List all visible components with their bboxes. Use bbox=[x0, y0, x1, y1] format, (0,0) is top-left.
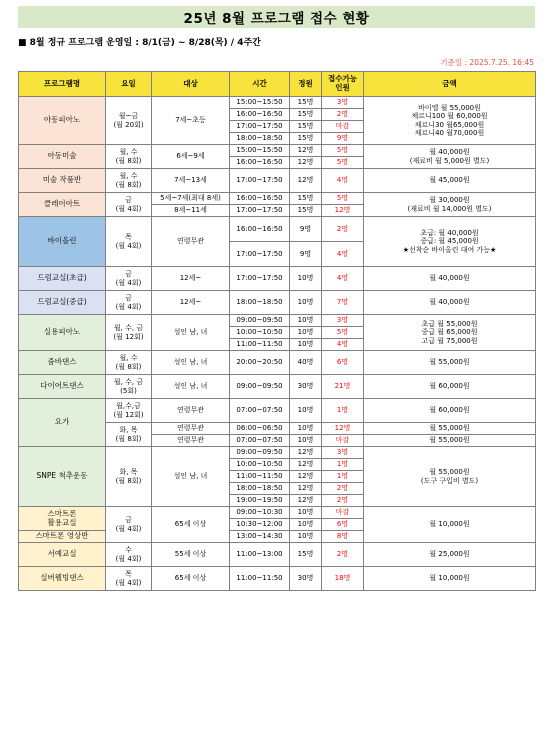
table-row bbox=[19, 351, 536, 375]
program-fee: 월 30,000원 (재료비 월 14,000원 별도) bbox=[364, 193, 536, 217]
session-available: 2명 bbox=[322, 109, 364, 121]
table-row bbox=[19, 399, 536, 423]
program-day: 금 (월 4회) bbox=[106, 291, 152, 315]
program-target: 연령무관 bbox=[152, 435, 230, 447]
session-capacity: 10명 bbox=[290, 291, 322, 315]
program-name: 서예교실 bbox=[19, 543, 106, 567]
session-available: 2명 bbox=[322, 495, 364, 507]
program-fee: 월 45,000원 bbox=[364, 169, 536, 193]
program-fee: 월 55,000원 (도구 구입비 별도) bbox=[364, 447, 536, 507]
header-day: 요일 bbox=[106, 72, 152, 97]
session-capacity: 10명 bbox=[290, 399, 322, 423]
program-target: 성인 남, 녀 bbox=[152, 315, 230, 351]
session-available: 3명 bbox=[322, 447, 364, 459]
session-capacity: 10명 bbox=[290, 531, 322, 543]
table-row bbox=[19, 507, 536, 519]
table-row bbox=[19, 291, 536, 315]
session-available: 5명 bbox=[322, 193, 364, 205]
session-capacity: 10명 bbox=[290, 519, 322, 531]
session-time: 09:00~09:50 bbox=[230, 375, 290, 399]
session-available: 18명 bbox=[322, 567, 364, 591]
program-target: 성인 남, 녀 bbox=[152, 447, 230, 507]
session-available: 4명 bbox=[322, 169, 364, 193]
session-available: 5명 bbox=[322, 327, 364, 339]
program-target: 65세 이상 bbox=[152, 567, 230, 591]
session-capacity: 12명 bbox=[290, 495, 322, 507]
session-available: 4명 bbox=[322, 242, 364, 267]
session-time: 13:00~14:30 bbox=[230, 531, 290, 543]
program-name: 다이어트댄스 bbox=[19, 375, 106, 399]
session-available: 2명 bbox=[322, 483, 364, 495]
program-name: 실용피아노 bbox=[19, 315, 106, 351]
program-day: 화, 목 (월 8회) bbox=[106, 447, 152, 507]
program-day: 월~금 (월 20회) bbox=[106, 97, 152, 145]
session-available: 5명 bbox=[322, 145, 364, 157]
table-row bbox=[19, 447, 536, 459]
session-capacity: 40명 bbox=[290, 351, 322, 375]
session-time: 11:00~11:50 bbox=[230, 567, 290, 591]
program-name: 줌바댄스 bbox=[19, 351, 106, 375]
session-capacity: 15명 bbox=[290, 109, 322, 121]
program-day: 수 (월 4회) bbox=[106, 543, 152, 567]
program-target: 연령무관 bbox=[152, 423, 230, 435]
session-available: 마감 bbox=[322, 507, 364, 519]
session-time: 11:00~13:00 bbox=[230, 543, 290, 567]
session-capacity: 12명 bbox=[290, 145, 322, 157]
program-name: SNPE 척추운동 bbox=[19, 447, 106, 507]
program-fee: 월 40,000원 (재료비 월 5,000원 별도) bbox=[364, 145, 536, 169]
program-name: 드럼교실(초급) bbox=[19, 267, 106, 291]
session-time: 18:00~18:50 bbox=[230, 291, 290, 315]
session-time: 17:00~17:50 bbox=[230, 267, 290, 291]
session-time: 10:00~10:50 bbox=[230, 459, 290, 471]
program-day: 월, 수 (월 8회) bbox=[106, 145, 152, 169]
program-day: 월, 수 (월 8회) bbox=[106, 169, 152, 193]
table-row bbox=[19, 145, 536, 157]
program-day: 금 (월 4회) bbox=[106, 193, 152, 217]
table-row bbox=[19, 375, 536, 399]
session-capacity: 15명 bbox=[290, 205, 322, 217]
table-row bbox=[19, 267, 536, 291]
session-available: 7명 bbox=[322, 291, 364, 315]
program-name: 드럼교실(중급) bbox=[19, 291, 106, 315]
table-row bbox=[19, 217, 536, 242]
program-fee: 월 10,000원 bbox=[364, 567, 536, 591]
session-time: 07:00~07:50 bbox=[230, 435, 290, 447]
program-fee: 바이엘 월 55,000원 체르니100 월 60,000원 체르니30 월65,000원 체르니40 월70,000원 bbox=[364, 97, 536, 145]
table-row bbox=[19, 543, 536, 567]
program-target: 연령무관 bbox=[152, 217, 230, 267]
program-table bbox=[18, 71, 536, 591]
session-available: 1명 bbox=[322, 471, 364, 483]
session-available: 6명 bbox=[322, 519, 364, 531]
header-capacity: 정원 bbox=[290, 72, 322, 97]
table-row bbox=[19, 315, 536, 327]
session-capacity: 10명 bbox=[290, 327, 322, 339]
session-time: 16:00~16:50 bbox=[230, 193, 290, 205]
session-available: 5명 bbox=[322, 157, 364, 169]
program-day: 월, 수, 금 (월 12회) bbox=[106, 315, 152, 351]
program-fee: 초급 월 55,000원 중급 월 65,000원 고급 월 75,000원 bbox=[364, 315, 536, 351]
session-capacity: 10명 bbox=[290, 339, 322, 351]
program-fee: 월 55,000원 bbox=[364, 351, 536, 375]
session-capacity: 12명 bbox=[290, 447, 322, 459]
program-target: 성인 남, 녀 bbox=[152, 375, 230, 399]
program-fee: 월 55,000원 bbox=[364, 435, 536, 447]
session-time: 11:00~11:50 bbox=[230, 471, 290, 483]
session-time: 17:00~17:50 bbox=[230, 242, 290, 267]
program-fee: 초급: 월 40,000원 중급: 월 45,000원 ★선착순 바이올린 대여 가능★ bbox=[364, 217, 536, 267]
session-available: 12명 bbox=[322, 423, 364, 435]
session-available: 2명 bbox=[322, 543, 364, 567]
session-time: 18:00~18:50 bbox=[230, 133, 290, 145]
program-target: 7세~초등 bbox=[152, 97, 230, 145]
program-fee: 월 40,000원 bbox=[364, 291, 536, 315]
session-capacity: 10명 bbox=[290, 435, 322, 447]
base-date: 기준일 : 2025.7.25. 16:45 bbox=[440, 58, 534, 67]
header-available: 접수가능 인원 bbox=[322, 72, 364, 97]
session-time: 16:00~16:50 bbox=[230, 109, 290, 121]
session-capacity: 30명 bbox=[290, 375, 322, 399]
program-day: 월,수,금 (월 12회) bbox=[106, 399, 152, 423]
table-row bbox=[19, 567, 536, 591]
session-time: 10:30~12:00 bbox=[230, 519, 290, 531]
session-capacity: 12명 bbox=[290, 157, 322, 169]
session-available: 3명 bbox=[322, 315, 364, 327]
program-name: 실버웰빙댄스 bbox=[19, 567, 106, 591]
session-time: 15:00~15:50 bbox=[230, 145, 290, 157]
session-capacity: 15명 bbox=[290, 121, 322, 133]
header-time: 시간 bbox=[230, 72, 290, 97]
program-name: 아동피아노 bbox=[19, 97, 106, 145]
program-fee: 월 25,000원 bbox=[364, 543, 536, 567]
session-time: 11:00~11:50 bbox=[230, 339, 290, 351]
session-capacity: 9명 bbox=[290, 242, 322, 267]
page-title: 25년 8월 프로그램 접수 현황 bbox=[18, 6, 535, 28]
program-name: 클레이아트 bbox=[19, 193, 106, 217]
session-time: 17:00~17:50 bbox=[230, 205, 290, 217]
program-name: 미술 작품반 bbox=[19, 169, 106, 193]
session-capacity: 15명 bbox=[290, 133, 322, 145]
session-time: 19:00~19:50 bbox=[230, 495, 290, 507]
session-available: 마감 bbox=[322, 435, 364, 447]
session-available: 21명 bbox=[322, 375, 364, 399]
session-capacity: 15명 bbox=[290, 97, 322, 109]
session-capacity: 12명 bbox=[290, 459, 322, 471]
session-time: 09:00~09:50 bbox=[230, 315, 290, 327]
session-time: 07:00~07:50 bbox=[230, 399, 290, 423]
session-available: 1명 bbox=[322, 459, 364, 471]
table-row bbox=[19, 169, 536, 193]
session-capacity: 10명 bbox=[290, 315, 322, 327]
program-target: 12세~ bbox=[152, 291, 230, 315]
program-day: 월, 수 (월 8회) bbox=[106, 351, 152, 375]
program-target: 12세~ bbox=[152, 267, 230, 291]
session-available: 6명 bbox=[322, 351, 364, 375]
session-capacity: 15명 bbox=[290, 543, 322, 567]
header-row bbox=[19, 72, 536, 97]
session-available: 4명 bbox=[322, 339, 364, 351]
table-row bbox=[19, 97, 536, 109]
session-time: 09:00~10:30 bbox=[230, 507, 290, 519]
program-name: 스마트폰 영상반 bbox=[19, 531, 106, 543]
session-available: 2명 bbox=[322, 217, 364, 242]
session-time: 18:00~18:50 bbox=[230, 483, 290, 495]
session-available: 3명 bbox=[322, 97, 364, 109]
session-capacity: 12명 bbox=[290, 169, 322, 193]
session-available: 9명 bbox=[322, 133, 364, 145]
session-available: 마감 bbox=[322, 121, 364, 133]
session-available: 8명 bbox=[322, 531, 364, 543]
program-fee: 월 40,000원 bbox=[364, 267, 536, 291]
program-target: 연령무관 bbox=[152, 399, 230, 423]
program-target: 6세~9세 bbox=[152, 145, 230, 169]
program-name: 아동미술 bbox=[19, 145, 106, 169]
program-target: 8세~11세 bbox=[152, 205, 230, 217]
schedule-subtitle: ■ 8월 정규 프로그램 운영일 : 8/1(금) ~ 8/28(목) / 4주간 bbox=[18, 38, 261, 48]
session-available: 4명 bbox=[322, 267, 364, 291]
program-name: 바이올린 bbox=[19, 217, 106, 267]
session-capacity: 10명 bbox=[290, 423, 322, 435]
session-capacity: 10명 bbox=[290, 507, 322, 519]
session-time: 15:00~15:50 bbox=[230, 97, 290, 109]
session-time: 16:00~16:50 bbox=[230, 157, 290, 169]
session-time: 06:00~06:50 bbox=[230, 423, 290, 435]
session-time: 10:00~10:50 bbox=[230, 327, 290, 339]
table-row bbox=[19, 193, 536, 205]
session-capacity: 10명 bbox=[290, 267, 322, 291]
program-day: 월, 수, 금 (5회) bbox=[106, 375, 152, 399]
session-available: 1명 bbox=[322, 399, 364, 423]
program-target: 65세 이상 bbox=[152, 507, 230, 543]
session-capacity: 9명 bbox=[290, 217, 322, 242]
program-fee: 월 10,000원 bbox=[364, 507, 536, 543]
session-capacity: 30명 bbox=[290, 567, 322, 591]
program-name: 요가 bbox=[19, 399, 106, 447]
header-program: 프로그램명 bbox=[19, 72, 106, 97]
program-fee: 월 60,000원 bbox=[364, 399, 536, 423]
session-capacity: 12명 bbox=[290, 471, 322, 483]
program-day: 금 (월 4회) bbox=[106, 267, 152, 291]
program-target: 55세 이상 bbox=[152, 543, 230, 567]
program-day: 금 (월 4회) bbox=[106, 507, 152, 543]
session-capacity: 15명 bbox=[290, 193, 322, 205]
program-target: 7세~13세 bbox=[152, 169, 230, 193]
program-day: 목 (월 4회) bbox=[106, 567, 152, 591]
session-capacity: 12명 bbox=[290, 483, 322, 495]
program-day: 목 (월 4회) bbox=[106, 217, 152, 267]
session-time: 17:00~17:50 bbox=[230, 169, 290, 193]
session-available: 12명 bbox=[322, 205, 364, 217]
program-target: 5세~7세(최대 8세) bbox=[152, 193, 230, 205]
program-target: 성인 남, 녀 bbox=[152, 351, 230, 375]
header-target: 대상 bbox=[152, 72, 230, 97]
program-fee: 월 60,000원 bbox=[364, 375, 536, 399]
session-time: 09:00~09:50 bbox=[230, 447, 290, 459]
session-time: 20:00~20:50 bbox=[230, 351, 290, 375]
program-name: 스마트폰 활용교실 bbox=[19, 507, 106, 531]
header-fee: 금액 bbox=[364, 72, 536, 97]
session-time: 17:00~17:50 bbox=[230, 121, 290, 133]
program-fee: 월 55,000원 bbox=[364, 423, 536, 435]
program-day: 화, 목 (월 8회) bbox=[106, 423, 152, 447]
session-time: 16:00~16:50 bbox=[230, 217, 290, 242]
